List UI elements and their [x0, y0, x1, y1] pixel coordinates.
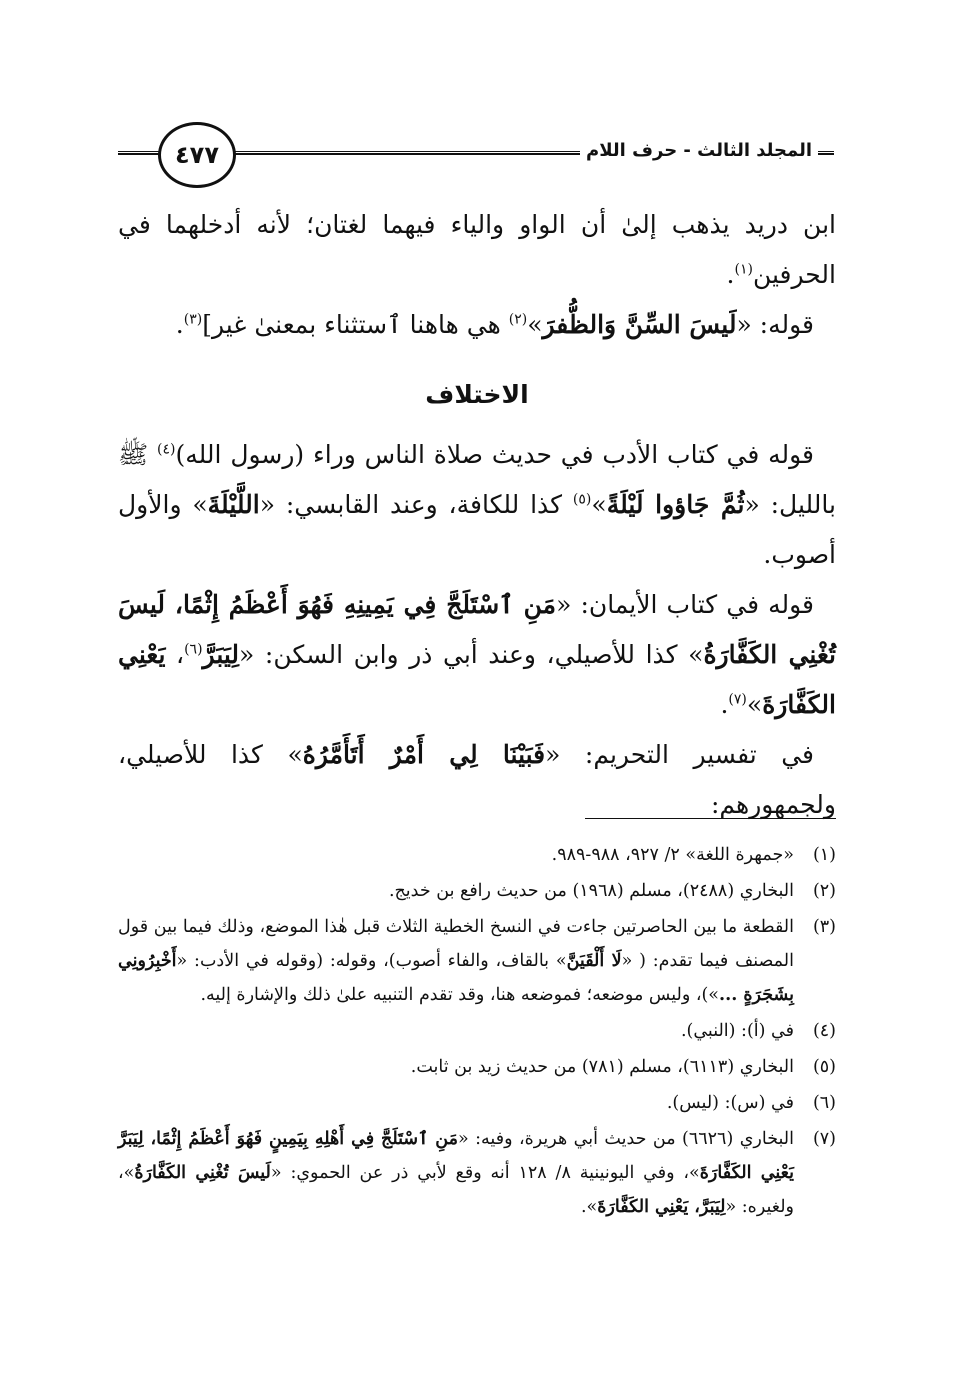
footnote: [118, 1050, 836, 1084]
footnote-text: القطعة ما بين الحاصرتين جاءت في النسخ الخطية الثلاث قبل هٰذا الموضع، وذلك فيما بين قول المصنف فيما تقدم: ( «لَا أَلْقَيَنَّ» بالقاف، والفاء أصوب)، وقوله: (وقوله في الأدب: «أَخْبِرُونِي بِشَجَرَةٍ ...»)، وليس موضعه؛ فموضعه هنا، وقد تقدم التنبيه علىٰ ذلك والإشارة إليه.: [118, 917, 794, 1005]
footnote-ref: (٥): [572, 491, 592, 508]
footnote-text: البخاري (٢٤٨٨)، مسلم (١٩٦٨) من حديث رافع بن خديج.: [388, 881, 794, 901]
hadith-quote: مَنِ ٱسْتَلَجَّ فِي يَمِينِهِ فَهُوَ أَعْظَمُ إِثْمًا، لَيسَ تُغْنِي الكَفَّارَةُ: [118, 590, 836, 669]
page-header: [118, 118, 836, 188]
footnote-ref: (٧): [728, 691, 747, 708]
hadith-quote: فَبَيْنَا لِي أَمْرٌ أَتَأَمَّرُهُ: [302, 740, 546, 769]
hadith-quote: لِيَبَرَّ: [202, 640, 240, 669]
footnote-ref: (٢): [508, 311, 528, 328]
footnote: [118, 874, 836, 908]
footnote: [118, 1014, 836, 1048]
footnote-number: (١): [812, 845, 836, 865]
footnote-separator: [585, 818, 836, 819]
hadith-quote: يَعْنِي الكَفَّارَةَ: [118, 640, 836, 719]
page-number: ٤٧٧: [175, 141, 219, 169]
paragraph-3: قوله في كتاب الأدب في حديث صلاة الناس وراء (رسول الله)$^{(٤)}$ ﷺ بالليل: «ثُمَّ جَاؤوا لَيْلَةً»$^{(٥)}$ كذا للكافة، وعند القابسي: «اللَّيْلَةَ» والأول أصوب.: [118, 440, 836, 569]
page-number-badge: [158, 122, 236, 188]
main-text: [118, 200, 836, 830]
paragraph-1: ابن دريد يذهب إلىٰ أن الواو والياء فيهما لغتان؛ لأنه أدخلهما في الحرفين$^{(١)}$.: [118, 210, 836, 289]
footnotes: [118, 838, 836, 1226]
footnote-text: البخاري (٦٦٢٦) من حديث أبي هريرة، وفيه: «مَنِ ٱسْتَلَجَّ فِي أَهْلِهِ بِيَمِينٍ فَهُوَ أَعْظَمُ إِثْمًا، لِيَبَرَّ يَعْنِي الكَفَّارَةَ»، وفي اليونينية ٨/ ١٢٨ أنه وقع لأبي ذر عن الحموي: «لَيسَ تُغْنِي الكَفَّارَةُ»، ولغيره: «لِيَبَرَّ، يَعْنِي الكَفَّارَةَ».: [118, 1129, 794, 1217]
paragraph-5: في تفسير التحريم: «فَبَيْنَا لِي أَمْرٌ أَتَأَمَّرُهُ» كذا للأصيلي، ولجمهورهم:: [118, 740, 836, 819]
footnote-ref: (٦): [184, 641, 203, 658]
paragraph-2: قوله: «لَيسَ السِّنَّ وَالظُّفرَ»$^{(٢)}$ هي هاهنا ٱستثناء بمعنىٰ غير]$^{(٣)}$.: [175, 310, 814, 339]
footnote-text: البخاري (٦١١٣)، مسلم (٧٨١) من حديث زيد بن ثابت.: [410, 1057, 794, 1077]
header-rule-left: [118, 151, 160, 155]
footnote-text: في (س): (ليس).: [666, 1093, 794, 1113]
footnote-number: (٥): [812, 1057, 836, 1077]
hadith-quote: ثُمَّ جَاؤوا لَيْلَةً: [606, 490, 745, 519]
footnote: [118, 838, 836, 872]
footnote-number: (٤): [812, 1021, 836, 1041]
footnote: [118, 910, 836, 1012]
footnote: [118, 1086, 836, 1120]
footnote-number: (٧): [812, 1129, 836, 1149]
hadith-quote: اللَّيْلَةَ: [207, 490, 260, 519]
footnote-number: (٦): [812, 1093, 836, 1113]
section-heading: الاختلاف: [425, 380, 529, 409]
header-title: المجلد الثالث - حرف اللام: [580, 140, 818, 161]
footnote-ref: (١): [734, 261, 753, 278]
footnote-number: (٣): [812, 917, 836, 937]
footnote-number: (٢): [812, 881, 836, 901]
paragraph-4: قوله في كتاب الأيمان: «مَنِ ٱسْتَلَجَّ فِي يَمِينِهِ فَهُوَ أَعْظَمُ إِثْمًا، لَيسَ تُغْنِي الكَفَّارَةُ» كذا للأصيلي، وعند أبي ذر وابن السكن: «لِيَبَرَّ$^{(٦)}$، يَعْنِي الكَفَّارَةَ»$^{(٧)}$.: [118, 590, 836, 719]
footnote-ref: (٤): [157, 441, 176, 458]
footnote-ref: (٣): [183, 311, 203, 328]
hadith-quote: لَيسَ السِّنَّ وَالظُّفرَ: [542, 310, 737, 339]
footnote-text: «جمهرة اللغة» ٢/ ٩٢٧، ٩٨٨-٩٨٩.: [551, 845, 794, 865]
footnote: [118, 1122, 836, 1224]
footnote-text: في (أ): (النبي).: [680, 1021, 794, 1041]
